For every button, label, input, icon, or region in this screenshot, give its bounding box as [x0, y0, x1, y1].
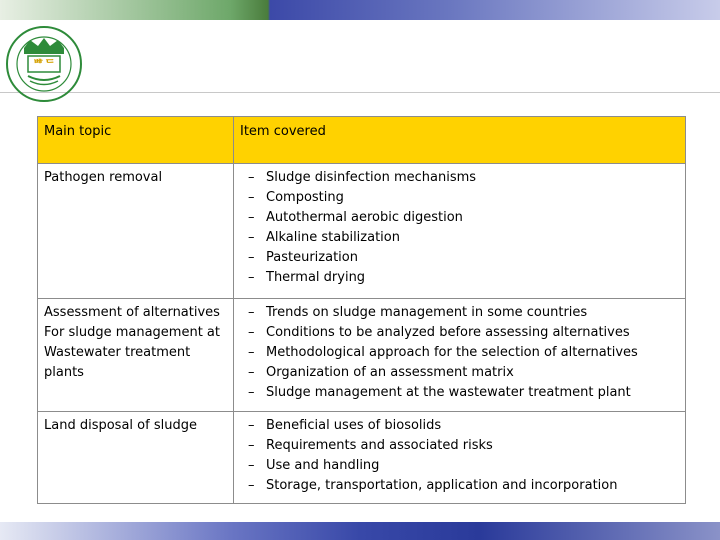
table-row — [38, 299, 686, 412]
university-logo — [4, 24, 84, 104]
list-item: – Methodological approach for the selection of alternatives — [248, 345, 638, 360]
header-item-covered: Item covered — [234, 117, 686, 164]
topic-cell: Land disposal of sludge — [38, 412, 234, 504]
logo-letters: ᄇᄒᄃ — [32, 58, 56, 72]
list-item: – Alkaline stabilization — [248, 230, 400, 245]
top-decor-bar — [0, 0, 720, 20]
topic-cell: Pathogen removal — [38, 164, 234, 299]
items-cell — [234, 299, 686, 412]
items-cell — [234, 164, 686, 299]
topic-line: For sludge management at — [44, 325, 220, 340]
list-item: – Storage, transportation, application and incorporation — [248, 478, 618, 493]
list-item: – Thermal drying — [248, 270, 366, 285]
list-item: – Autothermal aerobic digestion — [248, 210, 463, 225]
table-row — [38, 412, 686, 504]
table-header-row — [38, 117, 686, 164]
list-item: – Beneficial uses of biosolids — [248, 418, 442, 433]
list-item: – Sludge disinfection mechanisms — [248, 170, 477, 185]
topics-table — [37, 116, 686, 504]
topic-line: plants — [44, 365, 84, 380]
list-item: – Pasteurization — [248, 250, 358, 265]
topic-line: Assessment of alternatives — [44, 305, 220, 320]
list-item: – Conditions to be analyzed before assessing alternatives — [248, 325, 630, 340]
table-row — [38, 164, 686, 299]
list-item: – Use and handling — [248, 458, 380, 473]
topic-cell — [38, 299, 234, 412]
header-divider — [0, 92, 720, 93]
list-item: – Requirements and associated risks — [248, 438, 493, 453]
list-item: – Trends on sludge management in some countries — [248, 305, 588, 320]
list-item: – Organization of an assessment matrix — [248, 365, 514, 380]
header-main-topic: Main topic — [38, 117, 234, 164]
list-item: – Sludge management at the wastewater treatment plant — [248, 385, 631, 400]
bottom-decor-bar — [0, 522, 720, 540]
items-cell — [234, 412, 686, 504]
list-item: – Composting — [248, 190, 344, 205]
topic-line: Wastewater treatment — [44, 345, 191, 360]
